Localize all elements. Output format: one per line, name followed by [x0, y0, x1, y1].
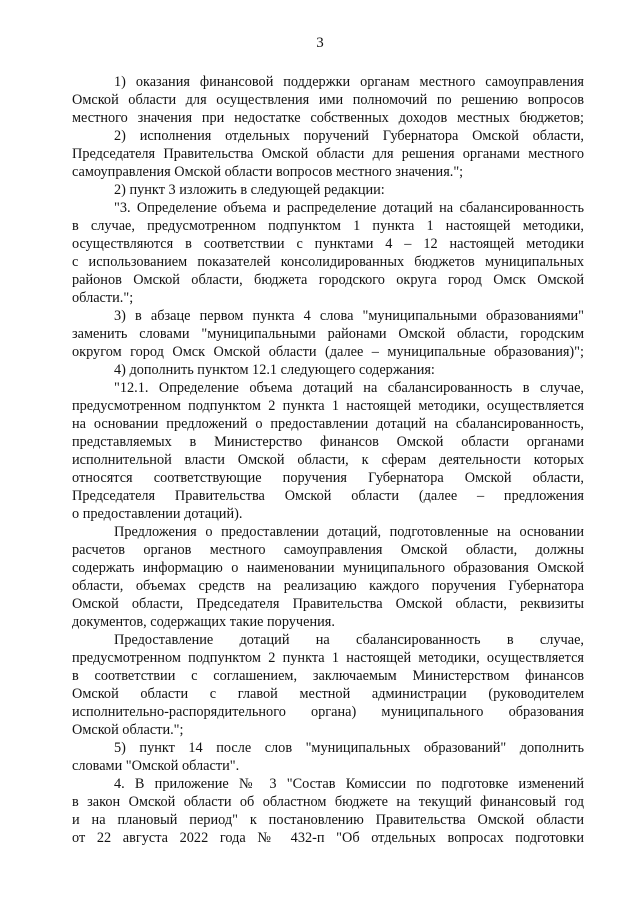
- text-line: 2) пункт 3 изложить в следующей редакции:: [114, 182, 385, 198]
- text-line: местного значения при недостатке собственных доходов местных бюджетов;: [72, 110, 584, 126]
- text-line: расчетов органов местного самоуправления Омской области, должны: [72, 542, 584, 558]
- text-line: содержать информацию о наименовании муниципального образования Омской: [72, 560, 584, 576]
- text-line: от 22 августа 2022 года № 432-п "Об отдельных вопросах подготовки: [72, 830, 584, 846]
- text-line: Председателя Правительства Омской области для решения органами местного: [72, 146, 584, 162]
- text-line: предусмотренном подпунктом 2 пункта 1 настоящей методики, осуществляется: [72, 398, 584, 414]
- text-line: районов Омской области, бюджета городского округа город Омск Омской: [72, 272, 584, 288]
- text-line: документов, содержащих такие поручения.: [72, 614, 335, 630]
- text-line: и на плановый период" к постановлению Правительства Омской области: [72, 812, 584, 828]
- text-line: на основании предложений о предоставлении дотаций на сбалансированность,: [72, 416, 584, 432]
- text-line: Председателя Правительства Омской области (далее – предложения: [72, 488, 584, 504]
- text-line: области.";: [72, 290, 134, 306]
- text-line: округом город Омск Омской области (далее – муниципальные образования)";: [72, 344, 584, 360]
- text-line: Предложения о предоставлении дотаций, подготовленные на основании: [114, 524, 584, 540]
- text-line: 1) оказания финансовой поддержки органам местного самоуправления: [114, 74, 584, 90]
- text-line: "12.1. Определение объема дотаций на сбалансированность в случае,: [114, 380, 584, 396]
- text-line: в закон Омской области об областном бюджете на текущий финансовый год: [72, 794, 584, 810]
- text-line: представляемых в Министерство финансов Омской области органами: [72, 434, 584, 450]
- text-line: о предоставлении дотаций).: [72, 506, 243, 522]
- text-line: 4) дополнить пунктом 12.1 следующего содержания:: [114, 362, 435, 378]
- text-line: предусмотренном подпунктом 2 пункта 1 настоящей методики, осуществляется: [72, 650, 584, 666]
- text-line: Омской области, Председателя Правительства Омской области, реквизиты: [72, 596, 584, 612]
- text-line: самоуправления Омской области вопросов местного значения.";: [72, 164, 464, 180]
- text-line: 5) пункт 14 после слов "муниципальных образований" дополнить: [114, 740, 584, 756]
- text-line: "3. Определение объема и распределение дотаций на сбалансированность: [114, 200, 584, 216]
- text-line: Предоставление дотаций на сбалансированность в случае,: [114, 632, 584, 648]
- text-line: исполнительной власти Омской области, к сферам деятельности которых: [72, 452, 584, 468]
- text-line: в соответствии с соглашением, заключаемым Министерством финансов: [72, 668, 584, 684]
- text-line: Омской области.";: [72, 722, 184, 738]
- text-line: Омской области с главой местной администрации (руководителем: [72, 686, 584, 702]
- text-line: словами "Омской области".: [72, 758, 240, 774]
- page-number: 3: [316, 35, 324, 51]
- text-line: в случае, предусмотренном подпунктом 1 пункта 1 настоящей методики,: [72, 218, 584, 234]
- text-line: 2) исполнения отдельных поручений Губернатора Омской области,: [114, 128, 584, 144]
- text-line: Омской области для осуществления ими полномочий по решению вопросов: [72, 92, 584, 108]
- text-line: заменить словами "муниципальными районами Омской области, городским: [72, 326, 584, 342]
- text-line: 4. В приложение № 3 "Состав Комиссии по подготовке изменений: [114, 776, 584, 792]
- text-line: с использованием показателей консолидированных бюджетов муниципальных: [72, 254, 584, 270]
- text-line: исполнительно-распорядительного органа) муниципального образования: [72, 704, 584, 720]
- text-line: области, объемах средств на реализацию каждого поручения Губернатора: [72, 578, 584, 594]
- text-line: относятся соответствующие поручения Губернатора Омской области,: [72, 470, 584, 486]
- text-line: осуществляются в соответствии с пунктами 4 – 12 настоящей методики: [72, 236, 584, 252]
- text-line: 3) в абзаце первом пункта 4 слова "муниципальными образованиями": [114, 308, 584, 324]
